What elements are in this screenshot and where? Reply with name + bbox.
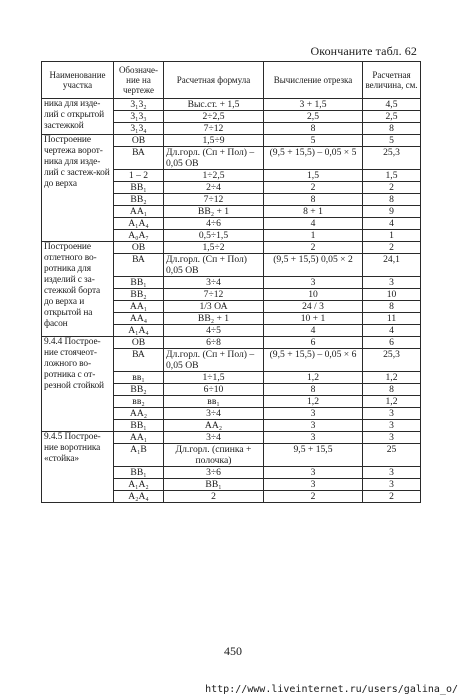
cell-designation: АА₄ [114,313,164,325]
cell-value: 1,2 [363,396,421,408]
cell-designation: 3₁3₃ [114,111,164,123]
cell-calculation: 10 [264,289,363,301]
table-caption: Окончаните табл. 62 [310,44,417,58]
cell-designation: А₂А₄ [114,491,164,503]
cell-value: 11 [363,313,421,325]
cell-calculation: 3 [264,479,363,491]
cell-formula: 1/3 ОА [164,301,264,313]
cell-designation: А₀А₇ [114,230,164,242]
cell-formula: 7÷12 [164,289,264,301]
cell-designation: АА₁ [114,432,164,444]
calculation-table [41,61,421,503]
cell-designation: ВВ₂ [114,289,164,301]
cell-designation: ВВ₂ [114,384,164,396]
cell-formula: Выс.ст. + 1,5 [164,99,264,111]
cell-formula: Дл.горл. (Сп + Пол) – 0,05 ОВ [164,147,264,170]
cell-calculation: 1,5 [264,170,363,182]
cell-calculation: 3 [264,277,363,289]
cell-formula: 1÷1,5 [164,372,264,384]
cell-value: 9 [363,206,421,218]
cell-value: 1 [363,230,421,242]
page-number: 450 [224,644,242,658]
section-label: 9.4.5 Построе-ние воротника «стойка» [42,432,114,503]
cell-value: 8 [363,301,421,313]
col-header-value: Расчетная величина, см. [363,62,421,99]
cell-value: 3 [363,432,421,444]
cell-calculation: 6 [264,337,363,349]
cell-formula: 2÷2,5 [164,111,264,123]
cell-designation: вв₂ [114,396,164,408]
table-row [42,432,421,444]
cell-value: 2 [363,242,421,254]
cell-value: 4 [363,325,421,337]
cell-designation: АА₂ [114,408,164,420]
cell-designation: А₁В [114,444,164,467]
cell-formula: 1,5÷2 [164,242,264,254]
cell-designation: АА₁ [114,206,164,218]
cell-value: 3 [363,479,421,491]
cell-value: 25,3 [363,349,421,372]
cell-formula: ВВ₂ + 1 [164,206,264,218]
cell-calculation: 1 [264,230,363,242]
cell-formula: АА₂ [164,420,264,432]
cell-formula: 4÷5 [164,325,264,337]
section-label: 9.4.4 Построе-ние стоячеот-ложного во-ротника с от-резной стойкой [42,337,114,432]
cell-formula: 1÷2,5 [164,170,264,182]
cell-calculation: 2,5 [264,111,363,123]
cell-designation: ВА [114,349,164,372]
cell-value: 1,2 [363,372,421,384]
cell-designation: А₁А₂ [114,479,164,491]
cell-value: 6 [363,337,421,349]
cell-calculation: 3 [264,408,363,420]
source-url-watermark: http://www.liveinternet.ru/users/galina_o/ [205,684,458,695]
cell-calculation: 3 [264,467,363,479]
cell-calculation: 8 + 1 [264,206,363,218]
cell-value: 3 [363,467,421,479]
cell-formula: Дл.горл. (Сп + Пол) 0,05 ОВ [164,254,264,277]
cell-formula: 7÷12 [164,123,264,135]
cell-calculation: 9,5 + 15,5 [264,444,363,467]
cell-calculation: 10 + 1 [264,313,363,325]
cell-value: 3 [363,408,421,420]
cell-designation: ОВ [114,135,164,147]
cell-value: 5 [363,135,421,147]
cell-calculation: 8 [264,123,363,135]
section-label: Построение отлетного во-ротника для изделий с за-стежкой борта до верха и открытой на фасон [42,242,114,337]
table-header-row [42,62,421,99]
cell-formula: ВВ₁ [164,479,264,491]
cell-formula: 4÷6 [164,218,264,230]
cell-calculation: 3 [264,420,363,432]
cell-designation: 3₁3₄ [114,123,164,135]
cell-value: 8 [363,384,421,396]
cell-calculation: 2 [264,182,363,194]
cell-calculation: (9,5 + 15,5) – 0,05 × 6 [264,349,363,372]
section-label: ника для изде-лий с открытой застежкой [42,99,114,135]
cell-value: 24,1 [363,254,421,277]
cell-calculation: 3 [264,432,363,444]
cell-formula: 6÷8 [164,337,264,349]
cell-formula: 7÷12 [164,194,264,206]
cell-formula: 2 [164,491,264,503]
cell-designation: ВВ₂ [114,194,164,206]
cell-formula: 3÷6 [164,467,264,479]
cell-calculation: (9,5 + 15,5) 0,05 × 2 [264,254,363,277]
cell-calculation: 3 + 1,5 [264,99,363,111]
cell-formula: 0,5÷1,5 [164,230,264,242]
cell-designation: АА₁ [114,301,164,313]
table-row [42,337,421,349]
cell-calculation: 8 [264,384,363,396]
cell-value: 25,3 [363,147,421,170]
cell-value: 2,5 [363,111,421,123]
cell-designation: ВВ₁ [114,420,164,432]
cell-value: 4,5 [363,99,421,111]
cell-formula: Дл.горл. (Сп + Пол) – 0,05 ОВ [164,349,264,372]
cell-value: 25 [363,444,421,467]
col-header-calculation: Вычисление отрезка [264,62,363,99]
cell-calculation: (9,5 + 15,5) – 0,05 × 5 [264,147,363,170]
cell-value: 3 [363,420,421,432]
cell-formula: 3÷4 [164,408,264,420]
cell-formula: 1,5÷9 [164,135,264,147]
table-row [42,135,421,147]
cell-designation: 3₁3₂ [114,99,164,111]
cell-formula: вв₁ [164,396,264,408]
cell-calculation: 4 [264,325,363,337]
cell-designation: А₁А₄ [114,325,164,337]
cell-designation: вв₁ [114,372,164,384]
cell-formula: Дл.горл. (спинка + полочка) [164,444,264,467]
cell-designation: ВА [114,254,164,277]
cell-calculation: 8 [264,194,363,206]
cell-value: 3 [363,277,421,289]
cell-calculation: 2 [264,491,363,503]
cell-designation: ВВ₁ [114,467,164,479]
col-header-formula: Расчетная формула [164,62,264,99]
cell-value: 1,5 [363,170,421,182]
cell-value: 2 [363,182,421,194]
col-header-designation: Обозначе-ние на чертеже [114,62,164,99]
cell-designation: 1 – 2 [114,170,164,182]
cell-formula: 6÷10 [164,384,264,396]
cell-value: 4 [363,218,421,230]
cell-designation: ОВ [114,242,164,254]
cell-value: 10 [363,289,421,301]
cell-designation: А₁А₄ [114,218,164,230]
cell-calculation: 4 [264,218,363,230]
cell-value: 8 [363,123,421,135]
col-header-section: Наименование участка [42,62,114,99]
cell-calculation: 24 / 3 [264,301,363,313]
cell-designation: ВА [114,147,164,170]
table-row [42,99,421,111]
cell-calculation: 5 [264,135,363,147]
cell-formula: 3÷4 [164,277,264,289]
cell-calculation: 1,2 [264,396,363,408]
cell-designation: ВВ₁ [114,277,164,289]
cell-formula: 2÷4 [164,182,264,194]
cell-designation: ОВ [114,337,164,349]
cell-designation: ВВ₁ [114,182,164,194]
cell-value: 8 [363,194,421,206]
table-row [42,242,421,254]
cell-formula: 3÷4 [164,432,264,444]
cell-value: 2 [363,491,421,503]
cell-formula: ВВ₂ + 1 [164,313,264,325]
section-label: Построение чертежа ворот-ника для изде-лий с застеж-кой до верха [42,135,114,242]
cell-calculation: 2 [264,242,363,254]
cell-calculation: 1,2 [264,372,363,384]
